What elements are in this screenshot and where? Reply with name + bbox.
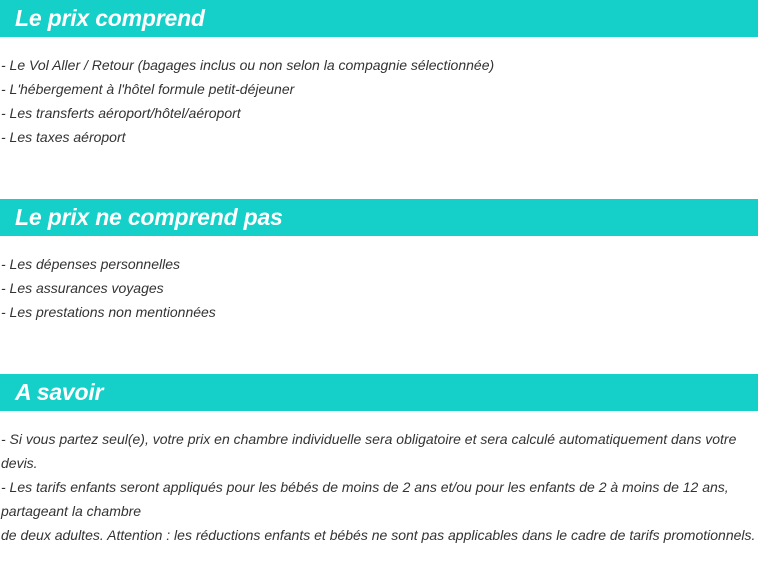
price-excludes-list bbox=[1, 252, 757, 324]
list-item: - Les taxes aéroport bbox=[1, 129, 126, 145]
list-item: - Les dépenses personnelles bbox=[1, 256, 181, 272]
price-includes-list bbox=[1, 53, 757, 149]
list-item: - Les tarifs enfants seront appliqués pour les bébés de moins de 2 ans et/ou pour les enfants de 2 à moins de 12 ans, partageant la chambre bbox=[1, 479, 729, 519]
list-item: - L'hébergement à l'hôtel formule petit-déjeuner bbox=[1, 81, 295, 97]
list-item: - Le Vol Aller / Retour (bagages inclus ou non selon la compagnie sélectionnée) bbox=[1, 57, 495, 73]
section-header-good-to-know bbox=[0, 374, 758, 411]
section-title: Le prix comprend bbox=[15, 5, 205, 31]
section-header-price-excludes bbox=[0, 199, 758, 236]
section-header-price-includes bbox=[0, 0, 758, 37]
section-title: A savoir bbox=[15, 379, 104, 405]
section-title: Le prix ne comprend pas bbox=[15, 204, 283, 230]
list-item: - Les transferts aéroport/hôtel/aéroport bbox=[1, 105, 241, 121]
list-item: - Si vous partez seul(e), votre prix en chambre individuelle sera obligatoire et sera calculé automatiquement dans votre devis. bbox=[1, 431, 737, 471]
list-item: - Les assurances voyages bbox=[1, 280, 164, 296]
list-item: de deux adultes. Attention : les réductions enfants et bébés ne sont pas applicables dans le cadre de tarifs promotionnels. bbox=[1, 527, 756, 543]
list-item: - Les prestations non mentionnées bbox=[1, 304, 216, 320]
good-to-know-list bbox=[1, 427, 757, 547]
